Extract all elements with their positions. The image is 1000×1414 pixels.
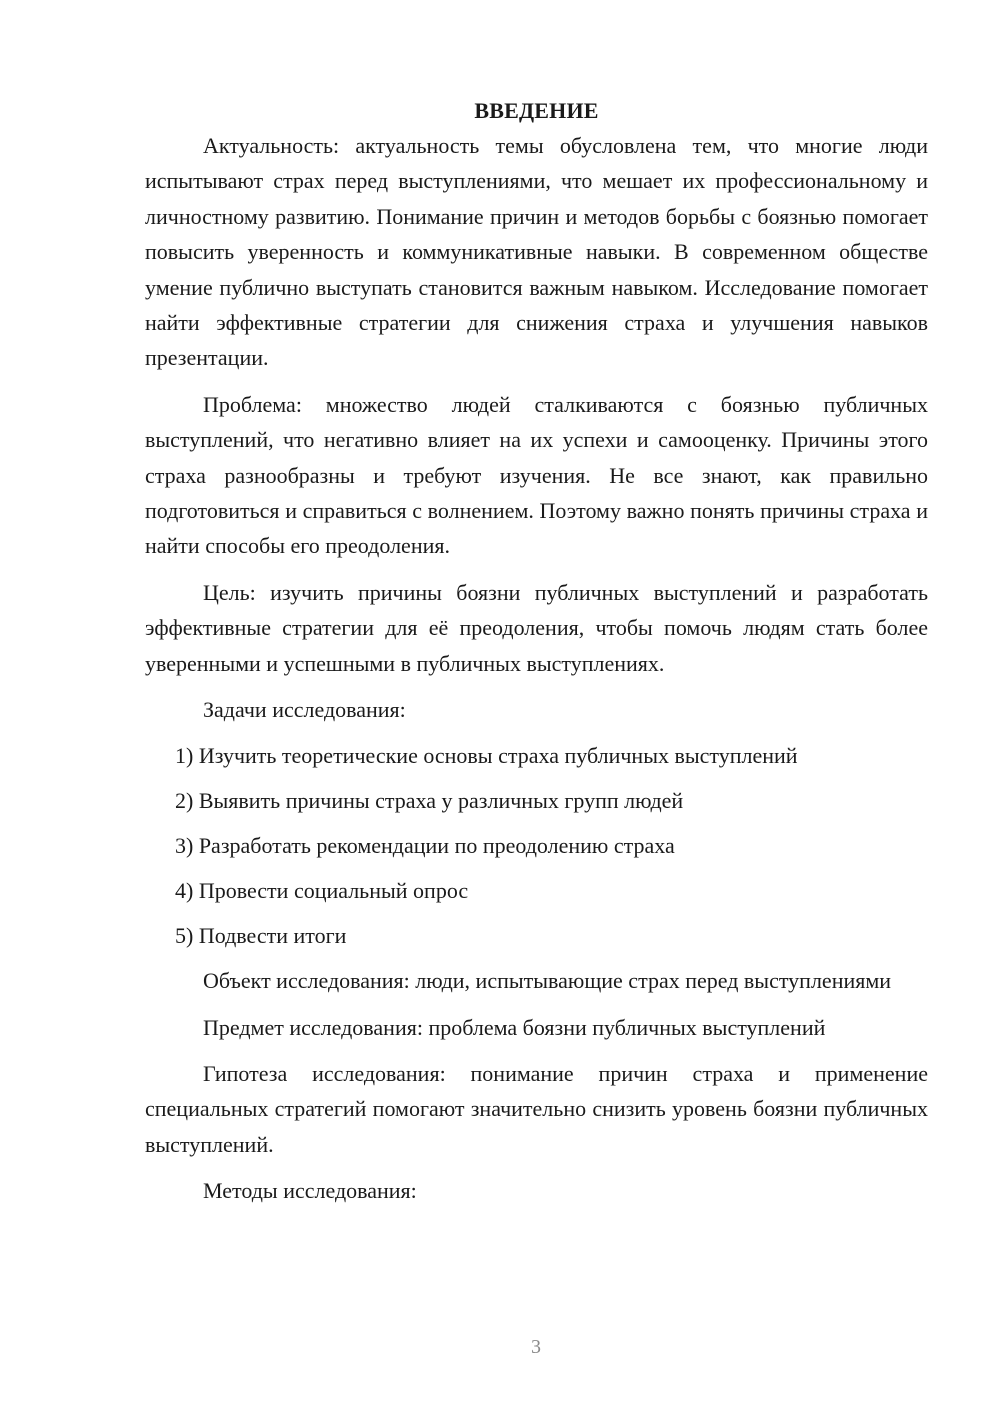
relevance-paragraph: Актуальность: актуальность темы обусловлена тем, что многие люди испытывают страх перед выступлениями, что мешает их профессиональному и личностному развитию. Понимание причин и методов борьбы с боязнью помогает повысить уверенность и коммуникативные навыки. В современном обществе умение публично выступать становится важным навыком. Исследование помогает найти эффективные стратегии для снижения страха и улучшения навыков презентации. bbox=[145, 133, 928, 371]
object-paragraph: Объект исследования: люди, испытывающие страх перед выступлениями bbox=[203, 968, 892, 994]
task-item-3: 3) Разработать рекомендации по преодолению страха bbox=[175, 833, 675, 859]
task-item-2: 2) Выявить причины страха у различных групп людей bbox=[175, 788, 684, 814]
subject-paragraph: Предмет исследования: проблема боязни публичных выступлений bbox=[203, 1014, 826, 1040]
problem-paragraph: Проблема: множество людей сталкиваются с боязнью публичных выступлений, что негативно влияет на их успехи и самооценку. Причины этого страха разнообразны и требуют изучения. Не все знают, как правильно подготовиться и справиться с волнением. Поэтому важно понять причины страха и найти способы его преодоления. bbox=[145, 391, 928, 559]
hypothesis-paragraph: Гипотеза исследования: понимание причин страха и применение специальных стратегий помогают значительно снизить уровень боязни публичных выступлений. bbox=[145, 1060, 928, 1157]
tasks-list bbox=[145, 738, 928, 953]
task-item-5: 5) Подвести итоги bbox=[175, 923, 347, 949]
tasks-heading: Задачи исследования: bbox=[203, 697, 406, 723]
document-title: ВВЕДЕНИЕ bbox=[474, 98, 599, 123]
methods-heading: Методы исследования: bbox=[203, 1178, 417, 1204]
goal-paragraph: Цель: изучить причины боязни публичных выступлений и разработать эффективные стратегии для её преодоления, чтобы помочь людям стать более уверенными и успешными в публичных выступлениях. bbox=[145, 579, 928, 676]
page-number: 3 bbox=[531, 1336, 541, 1358]
page-content bbox=[145, 96, 928, 1219]
task-item-4: 4) Провести социальный опрос bbox=[175, 878, 469, 904]
task-item-1: 1) Изучить теоретические основы страха публичных выступлений bbox=[175, 743, 798, 769]
